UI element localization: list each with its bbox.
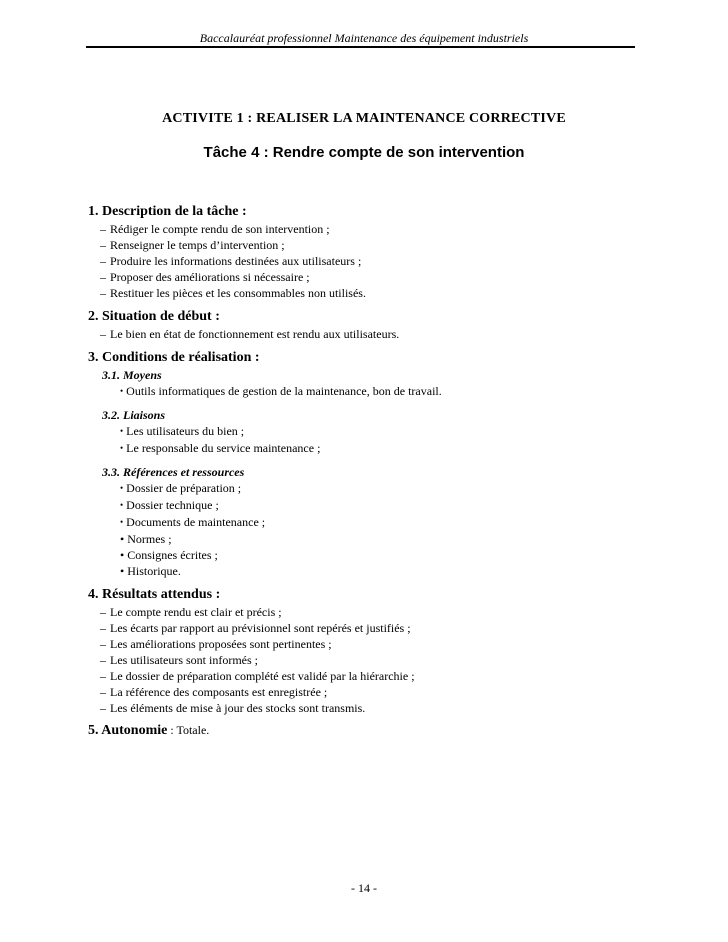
- page-header: Baccalauréat professionnel Maintenance des équipement industriels: [199, 31, 529, 45]
- header-rule: [86, 46, 635, 48]
- list-item: – Proposer des améliorations si nécessaire ;: [100, 270, 310, 284]
- subsection-references: [88, 464, 648, 579]
- list-item: – Les utilisateurs sont informés ;: [100, 653, 258, 667]
- list-item: – Le dossier de préparation complété est validé par la hiérarchie ;: [100, 669, 415, 683]
- references-list: [88, 480, 648, 579]
- list-item: – Le compte rendu est clair et précis ;: [100, 605, 282, 619]
- section-title: 2. Situation de début :: [88, 309, 220, 324]
- section-results: [88, 586, 648, 716]
- list-item: – Restituer les pièces et les consommables non utilisés.: [100, 286, 366, 300]
- section-title: 3. Conditions de réalisation :: [88, 350, 260, 365]
- list-item: – Renseigner le temps d’intervention ;: [100, 238, 285, 252]
- list-item: • Les utilisateurs du bien ;: [120, 424, 245, 438]
- list-item: – La référence des composants est enregistrée ;: [100, 685, 328, 699]
- autonomy-label: 5. Autonomie: [88, 723, 168, 738]
- task-title: Tâche 4 : Rendre compte de son intervention: [203, 144, 525, 161]
- subsection-title: 3.3. Références et ressources: [102, 465, 245, 479]
- list-item: – Les améliorations proposées sont pertinentes ;: [100, 637, 332, 651]
- moyens-list: [88, 383, 648, 400]
- list-item: • Dossier technique ;: [120, 498, 219, 512]
- subsection-title: 3.1. Moyens: [102, 368, 162, 382]
- document-body: [88, 203, 648, 746]
- subsection-moyens: [88, 367, 648, 400]
- page-number: - 14 -: [351, 881, 377, 895]
- list-item: – Produire les informations destinées aux utilisateurs ;: [100, 254, 362, 268]
- list-item: • Historique.: [120, 564, 181, 578]
- section-situation: [88, 308, 648, 342]
- section-title: 4. Résultats attendus :: [88, 587, 221, 602]
- subsection-liaisons: [88, 407, 648, 457]
- list-item: – Les écarts par rapport au prévisionnel sont repérés et justifiés ;: [100, 621, 411, 635]
- list-item: – Les éléments de mise à jour des stocks sont transmis.: [100, 701, 366, 715]
- list-item: • Documents de maintenance ;: [120, 515, 266, 529]
- list-item: • Normes ;: [120, 532, 172, 546]
- list-item: • Outils informatiques de gestion de la maintenance, bon de travail.: [120, 384, 442, 398]
- situation-list: [88, 326, 648, 342]
- subsection-title: 3.2. Liaisons: [102, 408, 166, 422]
- list-item: • Consignes écrites ;: [120, 548, 218, 562]
- section-description: [88, 203, 648, 301]
- description-list: [88, 221, 648, 301]
- section-autonomy: [88, 723, 648, 739]
- section-conditions: [88, 349, 648, 579]
- list-item: • Dossier de préparation ;: [120, 481, 242, 495]
- section-title: 1. Description de la tâche :: [88, 204, 247, 219]
- list-item: – Le bien en état de fonctionnement est rendu aux utilisateurs.: [100, 327, 400, 341]
- autonomy-value: : Totale.: [170, 723, 210, 737]
- list-item: – Rédiger le compte rendu de son intervention ;: [100, 222, 330, 236]
- results-list: [88, 604, 648, 716]
- liaisons-list: [88, 423, 648, 457]
- list-item: • Le responsable du service maintenance ;: [120, 441, 321, 455]
- activity-title: ACTIVITE 1 : REALISER LA MAINTENANCE CORRECTIVE: [162, 111, 566, 126]
